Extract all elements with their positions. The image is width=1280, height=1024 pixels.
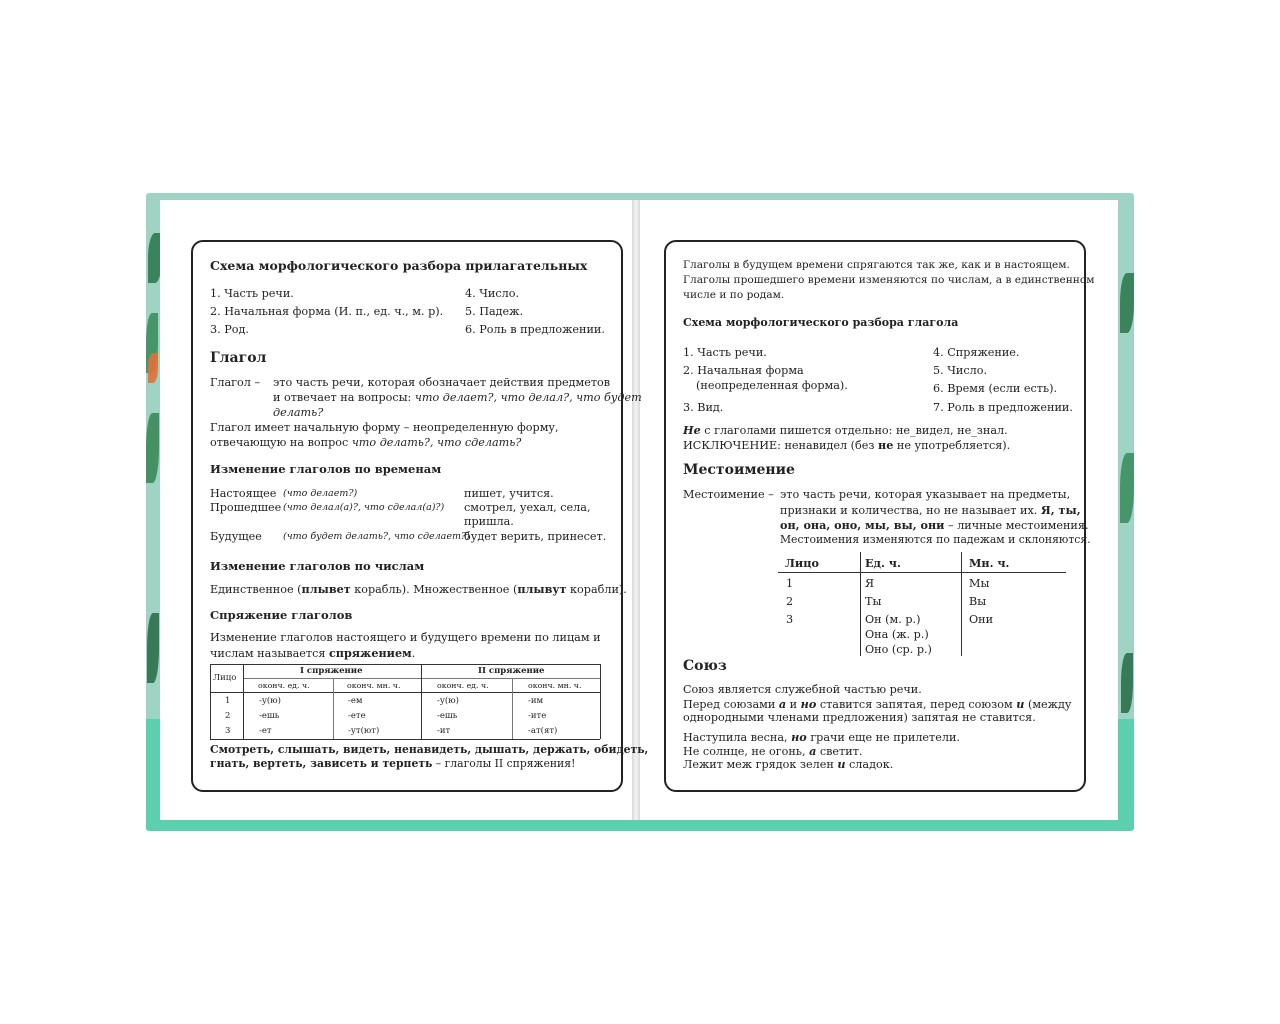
union-bold: но — [800, 697, 817, 711]
leaf-decoration — [148, 353, 158, 383]
pronoun-part: – личные местоимения. — [944, 519, 1089, 532]
verb-scheme-title: Схема морфологического разбора глагола — [683, 316, 959, 329]
example-part: Наступила весна, — [683, 731, 792, 744]
example-bold: а — [809, 744, 817, 758]
example-part: Лежит меж грядок зелен — [683, 758, 838, 771]
exception-bold: не — [878, 438, 894, 452]
union-example — [683, 744, 862, 758]
pronoun-singular: Оно (ср. р.) — [865, 643, 932, 656]
table-subheader: оконч. ед. ч. — [258, 681, 310, 690]
union-text: Союз является служебной частью речи. — [683, 683, 922, 696]
union-text — [683, 697, 1071, 711]
table-line — [210, 739, 600, 740]
adj-item: 6. Роль в предложении. — [465, 323, 605, 336]
tense-question: (что делает?) — [283, 488, 358, 499]
leaf-decoration — [146, 413, 159, 483]
pronoun-plural: Вы — [969, 595, 987, 608]
pronoun-singular: Ты — [865, 595, 882, 608]
adj-item: 1. Часть речи. — [210, 287, 294, 300]
pronoun-term: Местоимение – — [683, 488, 774, 501]
conj-part: числам называется — [210, 647, 326, 660]
number-part: корабль). Множественное ( — [350, 583, 518, 596]
table-line — [210, 664, 600, 665]
union-title: Союз — [683, 658, 727, 674]
pronoun-plural: Мы — [969, 577, 990, 590]
pronoun-text — [780, 518, 1089, 532]
table-line — [333, 678, 334, 739]
pronoun-singular: Я — [865, 577, 875, 590]
table-cell: -ете — [348, 711, 366, 721]
leaf-decoration — [147, 613, 159, 683]
table-cell: -ут(ют) — [348, 726, 380, 736]
example-part: грачи еще не прилетели. — [806, 731, 960, 744]
conjugation-title: Спряжение глаголов — [210, 608, 353, 622]
tense-example-cont: пришла. — [464, 515, 514, 528]
exceptions-text: Смотреть, слышать, видеть, ненавидеть, дышать, держать, обидеть, — [210, 743, 649, 756]
leaf-decoration — [1120, 273, 1134, 333]
verb-def-part: и отвечает на вопросы: — [273, 391, 412, 404]
verb-title: Глагол — [210, 350, 267, 366]
pronoun-person: 1 — [786, 577, 794, 590]
table-subheader: оконч. ед. ч. — [437, 681, 489, 690]
verb-item: (неопределенная форма). — [696, 379, 848, 392]
verb-item: 6. Время (если есть). — [933, 382, 1058, 395]
verb-item: 1. Часть речи. — [683, 346, 767, 359]
pronoun-text — [780, 503, 1081, 517]
adj-item: 5. Падеж. — [465, 305, 524, 318]
verb-infinitive-text — [210, 436, 521, 449]
table-cell: -ит — [437, 726, 451, 736]
example-part: сладок. — [845, 758, 894, 771]
verb-item: 4. Спряжение. — [933, 346, 1020, 359]
ne-rule — [683, 423, 1008, 437]
verb-item: 7. Роль в предложении. — [933, 401, 1073, 414]
table-cell: -у(ю) — [259, 696, 281, 706]
pronoun-person: 3 — [786, 613, 794, 626]
union-example — [683, 730, 960, 744]
leaf-decoration — [1121, 653, 1133, 713]
pronoun-plural: Они — [969, 613, 994, 626]
tense-question: (что делал(а)?, что сделал(а)?) — [283, 502, 445, 513]
table-line — [210, 664, 211, 739]
verb-item: 3. Вид. — [683, 401, 724, 414]
verb-def-questions: что делает?, что делал?, что будет — [414, 391, 642, 404]
book-spine — [632, 200, 640, 820]
verb-infinitive-text: Глагол имеет начальную форму – неопределенную форму, — [210, 421, 559, 434]
exceptions-tail: – глаголы II спряжения! — [432, 757, 576, 770]
pronoun-bold: Я, ты, — [1040, 503, 1081, 517]
future-text: Глаголы в будущем времени спрягаются так же, как и в настоящем. — [683, 259, 1070, 271]
number-part: Единственное ( — [210, 583, 302, 596]
union-bold: и — [1016, 697, 1025, 711]
table-cell: 1 — [225, 696, 231, 706]
table-cell: -у(ю) — [437, 696, 459, 706]
pronoun-title: Местоимение — [683, 462, 795, 478]
table-cell: 2 — [225, 711, 231, 721]
union-part: и — [786, 698, 801, 711]
number-bold: плывут — [517, 582, 567, 596]
table-line — [210, 692, 600, 693]
verb-def-questions-cont: делать? — [273, 406, 324, 419]
conjugation-text: числам называется спряжением. — [210, 646, 416, 660]
future-text: числе и по родам. — [683, 289, 785, 301]
pronoun-table-header: Лицо — [785, 556, 819, 570]
verb-item: 2. Начальная форма — [683, 364, 804, 377]
number-text — [210, 582, 627, 596]
example-part: светит. — [816, 745, 863, 758]
pronoun-person: 2 — [786, 595, 794, 608]
tense-example: будет верить, принесет. — [464, 530, 607, 543]
pronoun-text: Местоимения изменяются по падежам и склоняются. — [780, 533, 1091, 546]
verb-def-text — [273, 391, 642, 404]
pronoun-table-header: Мн. ч. — [969, 556, 1010, 570]
example-bold: но — [791, 730, 807, 744]
union-example — [683, 757, 893, 771]
pronoun-text: это часть речи, которая указывает на предметы, — [780, 488, 1071, 501]
verb-def-text: это часть речи, которая обозначает действия предметов — [273, 376, 611, 389]
table-header-group1: I спряжение — [300, 666, 363, 676]
number-title: Изменение глаголов по числам — [210, 559, 425, 573]
adjective-scheme-title: Схема морфологического разбора прилагательных — [210, 258, 588, 273]
ne-text: с глаголами пишется отдельно: не_видел, не_знал. — [700, 424, 1008, 437]
tense-title: Изменение глаголов по временам — [210, 462, 442, 476]
exception-part: не употребляется). — [893, 439, 1011, 452]
verb-item: 5. Число. — [933, 364, 987, 377]
exceptions-text — [210, 757, 575, 770]
table-line — [778, 572, 1066, 573]
conjugation-text: Изменение глаголов настоящего и будущего времени по лицам и — [210, 631, 601, 644]
pronoun-singular: Она (ж. р.) — [865, 628, 929, 641]
tense-name: Настоящее — [210, 487, 277, 500]
table-line — [600, 664, 601, 739]
verb-inf-questions: что делать?, что сделать? — [351, 436, 522, 449]
pronoun-table-header: Ед. ч. — [865, 556, 901, 570]
adj-item: 2. Начальная форма (И. п., ед. ч., м. р). — [210, 305, 444, 318]
adj-item: 3. Род. — [210, 323, 249, 336]
ne-bold: Не — [683, 423, 701, 437]
table-cell: -ешь — [437, 711, 458, 721]
tense-name: Будущее — [210, 530, 262, 543]
conj-bold: спряжением — [328, 646, 412, 660]
tense-name: Прошедшее — [210, 501, 282, 514]
table-cell: -ешь — [259, 711, 280, 721]
union-text: однородными членами предложения) запятая не ставится. — [683, 711, 1036, 724]
union-part: (между — [1024, 698, 1072, 711]
table-cell: -ем — [348, 696, 363, 706]
number-bold: плывет — [301, 582, 351, 596]
table-cell: -ите — [528, 711, 547, 721]
table-cell: -ет — [259, 726, 272, 736]
tense-example: смотрел, уехал, села, — [464, 501, 591, 514]
number-part: корабли). — [566, 583, 627, 596]
pronoun-singular: Он (м. р.) — [865, 613, 921, 626]
pronoun-part: признаки и количества, но не называет их. — [780, 504, 1038, 517]
table-line — [961, 552, 962, 656]
union-bold: а — [778, 697, 787, 711]
future-text: Глаголы прошедшего времени изменяются по числам, а в единственном — [683, 274, 1095, 286]
exceptions-bold: гнать, вертеть, зависеть и терпеть — [210, 757, 433, 770]
table-subheader: оконч. мн. ч. — [347, 681, 401, 690]
verb-inf-part: отвечающую на вопрос — [210, 436, 349, 449]
tense-example: пишет, учится. — [464, 487, 554, 500]
verb-def-term: Глагол – — [210, 376, 261, 389]
example-part: Не солнце, не огонь, — [683, 745, 810, 758]
table-cell: -ат(ят) — [528, 726, 558, 736]
table-line — [421, 664, 422, 739]
leaf-decoration — [1120, 453, 1134, 523]
table-header-group2: II спряжение — [478, 666, 545, 676]
example-bold: и — [837, 757, 846, 771]
table-header-person: Лицо — [213, 673, 237, 683]
table-line — [512, 678, 513, 739]
tense-question: (что будет делать?, что сделает?) — [283, 531, 470, 542]
union-part: Перед союзами — [683, 698, 779, 711]
table-line — [860, 552, 861, 656]
union-part: ставится запятая, перед союзом — [816, 698, 1017, 711]
table-subheader: оконч. мн. ч. — [528, 681, 582, 690]
pronoun-bold: он, она, оно, мы, вы, они — [780, 518, 945, 532]
table-cell: 3 — [225, 726, 231, 736]
exception-part: ИСКЛЮЧЕНИЕ: ненавидел (без — [683, 439, 878, 452]
adj-item: 4. Число. — [465, 287, 519, 300]
ne-exception — [683, 438, 1010, 452]
table-cell: -им — [528, 696, 544, 706]
table-line — [243, 664, 244, 739]
